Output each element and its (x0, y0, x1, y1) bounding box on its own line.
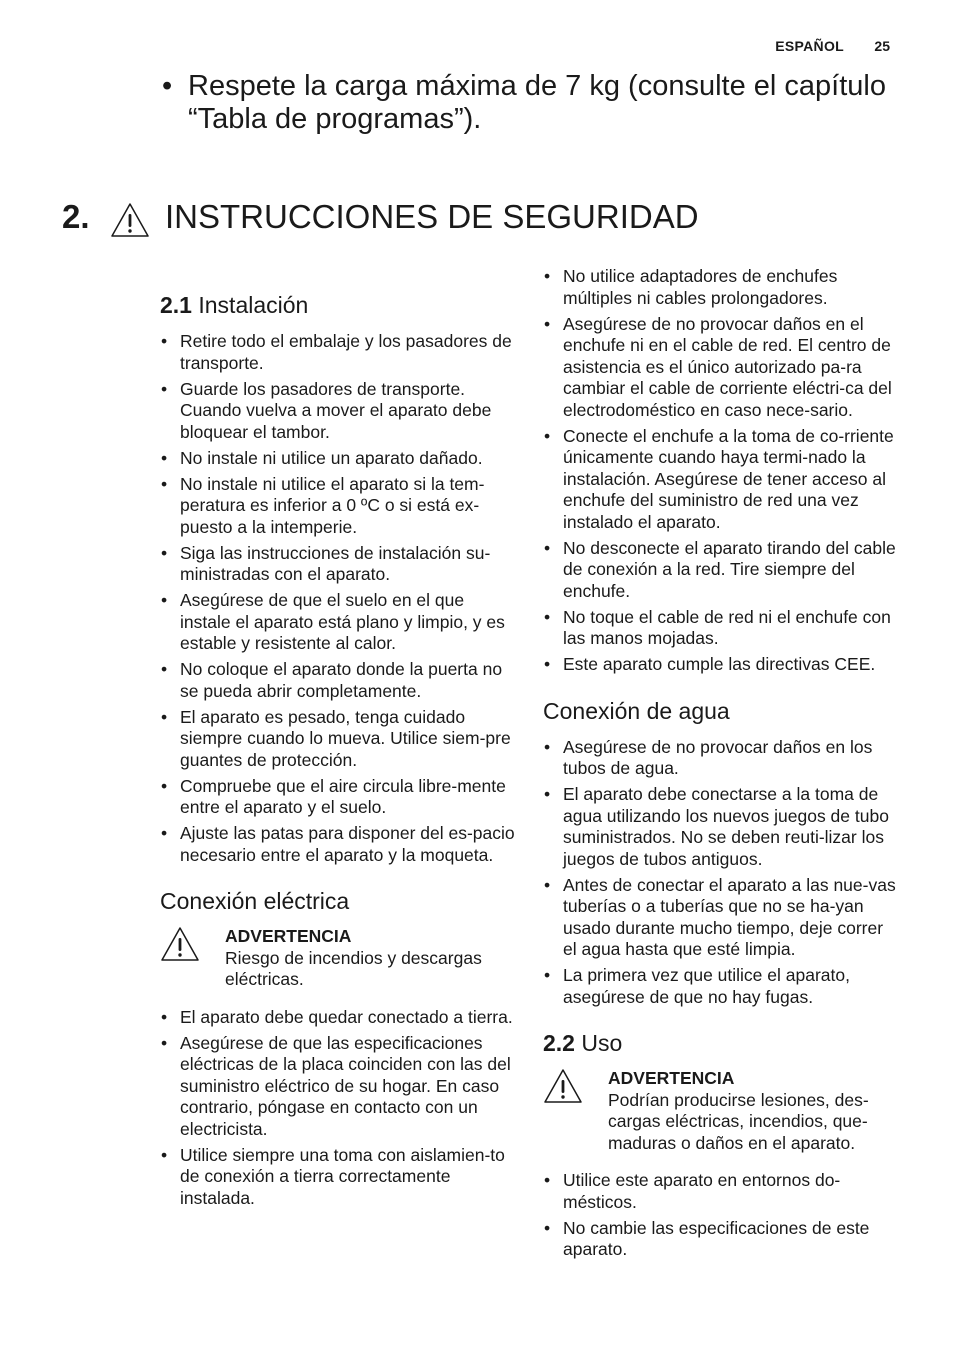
installation-number: 2.1 (160, 292, 192, 318)
use-title: Uso (581, 1030, 623, 1056)
list-item: • No instale ni utilice un aparato dañado. (160, 448, 515, 470)
warning-label: ADVERTENCIA (608, 1068, 735, 1088)
bullet-dot: • (162, 70, 173, 102)
list-item: • No cambie las especificaciones de este aparato. (543, 1218, 898, 1261)
section-language: ESPAÑOL (775, 38, 844, 54)
list-item: • No desconecte el aparato tirando del cable de conexión a la red. Tire siempre del enchufe. (543, 538, 898, 603)
list-item: • No instale ni utilice el aparato si la tem-peratura es inferior a 0 ºC o si está ex-puesto a la intemperie. (160, 474, 515, 539)
warning-text: Riesgo de incendios y descargas eléctricas. (225, 947, 482, 989)
list-item: • Conecte el enchufe a la toma de co-rriente únicamente cuando haya termi-nado la instalación. Asegúrese de tener acceso al enchufe del suministro de red una vez instalado el aparato. (543, 426, 898, 534)
list-item: • Asegúrese de no provocar daños en los tubos de agua. (543, 737, 898, 780)
chapter-title: INSTRUCCIONES DE SEGURIDAD (165, 198, 699, 235)
list-item: • Antes de conectar el aparato a las nue-vas tuberías o a tuberías que no se ha-yan usado durante mucho tiempo, deje correr el agua hasta que esté limpia. (543, 875, 898, 961)
electrical-list-continued (543, 266, 898, 676)
top-bullet-text: Respete la carga máxima de 7 kg (consulte el capítulo “Tabla de programas”). (188, 70, 886, 135)
water-list (543, 737, 898, 1009)
warning-triangle-icon (110, 202, 150, 238)
electrical-list (160, 1007, 515, 1210)
right-column (543, 266, 898, 1265)
list-item: • Ajuste las patas para disponer del es-pacio necesario entre el aparato y la moqueta. (160, 823, 515, 866)
list-item: • No toque el cable de red ni el enchufe con las manos mojadas. (543, 607, 898, 650)
list-item: • Guarde los pasadores de transporte. Cuando vuelva a mover el aparato debe bloquear el tambor. (160, 379, 515, 444)
list-item: • Este aparato cumple las directivas CEE. (543, 654, 898, 676)
electrical-heading: Conexión eléctrica (160, 888, 350, 914)
list-item: • Asegúrese de no provocar daños en el enchufe ni en el cable de red. El centro de asistencia es el único autorizado pa-ra cambiar el cable de corriente eléctri-ca del electrodoméstico en caso nece-sario. (543, 314, 898, 422)
warning-triangle-icon (160, 926, 200, 962)
page-header (720, 38, 890, 58)
list-item: • Utilice siempre una toma con aislamien-to de conexión a tierra correctamente instalada. (160, 1145, 515, 1210)
warning-label: ADVERTENCIA (225, 926, 352, 946)
list-item: • No utilice adaptadores de enchufes múltiples ni cables prolongadores. (543, 266, 898, 309)
warning-text: Podrían producirse lesiones, des-cargas eléctricas, incendios, que-maduras o daños en el aparato. (608, 1089, 869, 1153)
list-item: • Retire todo el embalaje y los pasadores de transporte. (160, 331, 515, 374)
page-number: 25 (874, 38, 890, 54)
use-warning (543, 1068, 898, 1154)
list-item: • El aparato debe conectarse a la toma de agua utilizando los nuevos juegos de tubo suministrados. No se deben reuti-lizar los juegos de tubos antiguos. (543, 784, 898, 870)
electrical-warning (160, 926, 515, 991)
installation-list (160, 331, 515, 866)
list-item: • La primera vez que utilice el aparato, asegúrese de que no hay fugas. (543, 965, 898, 1008)
use-list (543, 1170, 898, 1261)
left-column (160, 290, 515, 1214)
chapter-heading (62, 196, 882, 244)
installation-title: Instalación (198, 292, 309, 318)
list-item: • Siga las instrucciones de instalación su-ministradas con el aparato. (160, 543, 515, 586)
list-item: • No coloque el aparato donde la puerta no se pueda abrir completamente. (160, 659, 515, 702)
warning-triangle-icon (543, 1068, 583, 1104)
use-number: 2.2 (543, 1030, 575, 1056)
water-heading: Conexión de agua (543, 697, 730, 724)
list-item: • El aparato debe quedar conectado a tierra. (160, 1007, 515, 1029)
top-bullet (162, 70, 892, 136)
use-heading (543, 1028, 898, 1058)
list-item: • Compruebe que el aire circula libre-mente entre el aparato y el suelo. (160, 776, 515, 819)
list-item: • Asegúrese de que las especificaciones eléctricas de la placa coinciden con las del suministro eléctrico de su hogar. En caso contrario, póngase en contacto con un electricista. (160, 1033, 515, 1141)
installation-heading (160, 290, 515, 320)
list-item: • Utilice este aparato en entornos do-mésticos. (543, 1170, 898, 1213)
list-item: • Asegúrese de que el suelo en el que instale el aparato está plano y limpio, y es estable y resistente al calor. (160, 590, 515, 655)
chapter-number: 2. (62, 198, 90, 235)
list-item: • El aparato es pesado, tenga cuidado siempre cuando lo mueva. Utilice siem-pre guantes de protección. (160, 707, 515, 772)
